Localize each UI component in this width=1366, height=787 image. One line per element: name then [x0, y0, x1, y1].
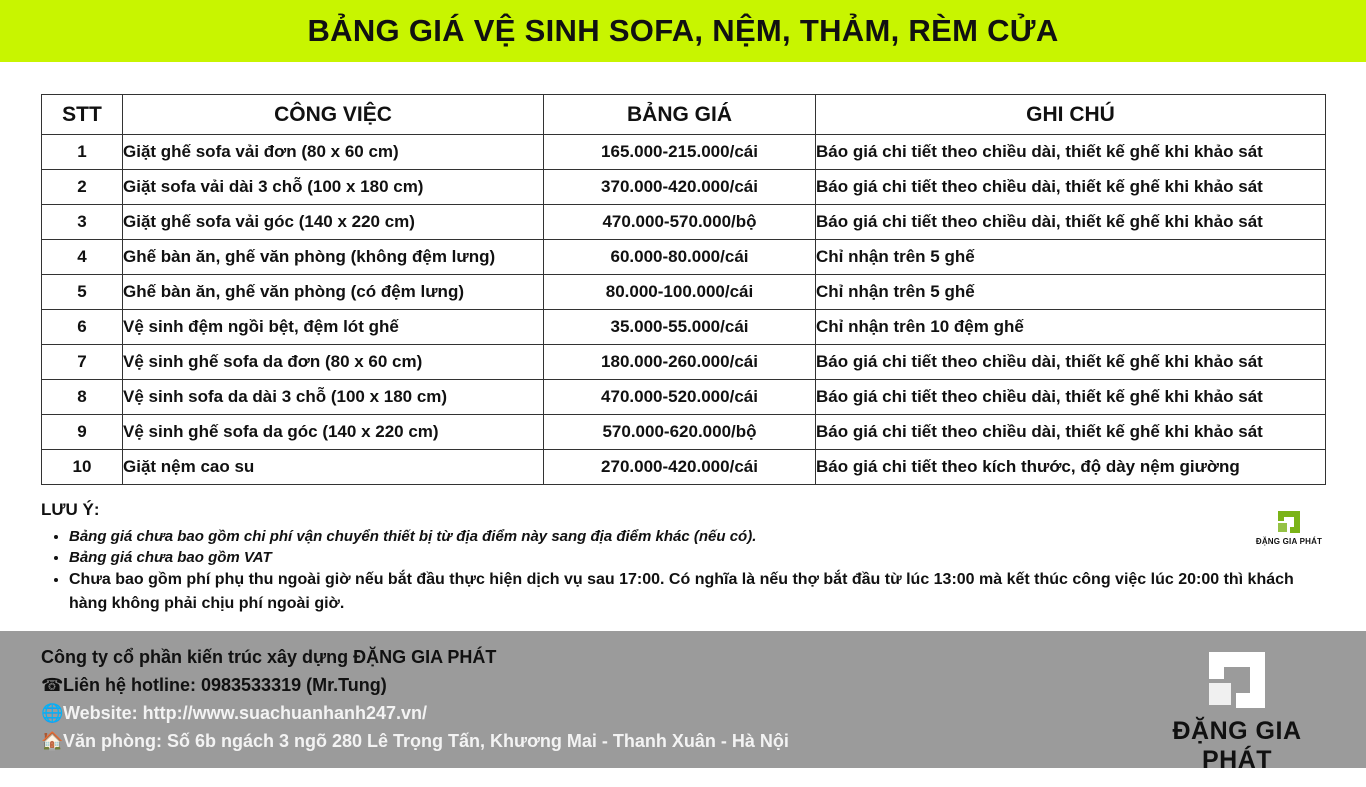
- brand-logo-icon: [1276, 509, 1302, 535]
- row-job: Giặt ghế sofa vải góc (140 x 220 cm): [123, 205, 544, 240]
- row-job: Vệ sinh sofa da dài 3 chỗ (100 x 180 cm): [123, 380, 544, 415]
- row-price: 180.000-260.000/cái: [544, 345, 816, 380]
- brand-logo-small: [1252, 509, 1326, 546]
- row-price: 370.000-420.000/cái: [544, 170, 816, 205]
- contact-info: [41, 643, 789, 755]
- globe-icon: 🌐: [41, 703, 64, 723]
- house-icon: 🏠: [41, 731, 64, 751]
- footer: [0, 631, 1366, 787]
- row-note: Báo giá chi tiết theo chiều dài, thiết kế ghế khi khảo sát: [816, 415, 1326, 450]
- row-number: 10: [42, 450, 123, 485]
- row-price: 80.000-100.000/cái: [544, 275, 816, 310]
- table-row: [42, 205, 1326, 240]
- row-note: Chỉ nhận trên 5 ghế: [816, 240, 1326, 275]
- table-row: [42, 240, 1326, 275]
- column-header-stt: STT: [42, 95, 123, 135]
- hotline-line: [41, 671, 789, 699]
- row-number: 7: [42, 345, 123, 380]
- brand-tagline: KIẾN TRÚC - XÂY DỰNG: [1149, 776, 1325, 787]
- table-row: [42, 135, 1326, 170]
- row-price: 35.000-55.000/cái: [544, 310, 816, 345]
- table-row: [42, 450, 1326, 485]
- brand-logo-large: [1140, 649, 1334, 787]
- table-row: [42, 380, 1326, 415]
- row-job: Vệ sinh đệm ngồi bệt, đệm lót ghế: [123, 310, 544, 345]
- table-row: [42, 415, 1326, 450]
- notes-title: LƯU Ý:: [41, 500, 100, 519]
- row-job: Giặt ghế sofa vải đơn (80 x 60 cm): [123, 135, 544, 170]
- column-header-job: CÔNG VIỆC: [123, 95, 544, 135]
- row-job: Vệ sinh ghế sofa da góc (140 x 220 cm): [123, 415, 544, 450]
- row-note: Chỉ nhận trên 10 đệm ghế: [816, 310, 1326, 345]
- row-note: Chỉ nhận trên 5 ghế: [816, 275, 1326, 310]
- title-banner: [0, 0, 1366, 62]
- table-row: [42, 345, 1326, 380]
- notes-section: [41, 500, 1331, 616]
- table-header-row: [42, 95, 1326, 135]
- row-price: 470.000-570.000/bộ: [544, 205, 816, 240]
- hotline-text: Liên hệ hotline: 0983533319 (Mr.Tung): [63, 675, 387, 695]
- row-note: Báo giá chi tiết theo chiều dài, thiết kế ghế khi khảo sát: [816, 345, 1326, 380]
- brand-mark-icon: [1206, 649, 1268, 711]
- row-note: Báo giá chi tiết theo kích thước, độ dày nệm giường: [816, 450, 1326, 485]
- company-name: Công ty cổ phần kiến trúc xây dựng ĐẶNG GIA PHÁT: [41, 647, 497, 667]
- note-item: • Bảng giá chưa bao gồm chi phí vận chuyển thiết bị từ địa điểm này sang địa điểm khác (nếu có).: [69, 526, 1331, 547]
- row-note: Báo giá chi tiết theo chiều dài, thiết kế ghế khi khảo sát: [816, 170, 1326, 205]
- row-number: 4: [42, 240, 123, 275]
- row-job: Ghế bàn ăn, ghế văn phòng (không đệm lưng): [123, 240, 544, 275]
- row-price: 570.000-620.000/bộ: [544, 415, 816, 450]
- row-number: 6: [42, 310, 123, 345]
- note-item: • Chưa bao gồm phí phụ thu ngoài giờ nếu bắt đầu thực hiện dịch vụ sau 17:00. Có nghĩa là nếu thợ bắt đầu từ lúc 13:00 mà kết thúc công việc lúc 20:00 thì khách hàng không phải chịu phí ngoài giờ.: [69, 568, 1331, 616]
- row-number: 8: [42, 380, 123, 415]
- notes-list: [41, 526, 1331, 616]
- column-header-price: BẢNG GIÁ: [544, 95, 816, 135]
- row-note: Báo giá chi tiết theo chiều dài, thiết kế ghế khi khảo sát: [816, 135, 1326, 170]
- row-number: 9: [42, 415, 123, 450]
- row-job: Vệ sinh ghế sofa da đơn (80 x 60 cm): [123, 345, 544, 380]
- row-number: 1: [42, 135, 123, 170]
- row-price: 470.000-520.000/cái: [544, 380, 816, 415]
- price-table: [41, 94, 1326, 485]
- row-price: 165.000-215.000/cái: [544, 135, 816, 170]
- column-header-note: GHI CHÚ: [816, 95, 1326, 135]
- row-number: 2: [42, 170, 123, 205]
- row-note: Báo giá chi tiết theo chiều dài, thiết kế ghế khi khảo sát: [816, 205, 1326, 240]
- row-note: Báo giá chi tiết theo chiều dài, thiết kế ghế khi khảo sát: [816, 380, 1326, 415]
- brand-name-small: ĐẶNG GIA PHÁT: [1255, 537, 1323, 546]
- table-row: [42, 170, 1326, 205]
- page-title: BẢNG GIÁ VỆ SINH SOFA, NỆM, THẢM, RÈM CỬA: [307, 13, 1059, 48]
- row-job: Giặt nệm cao su: [123, 450, 544, 485]
- office-line: [41, 727, 789, 755]
- row-price: 270.000-420.000/cái: [544, 450, 816, 485]
- note-item: • Bảng giá chưa bao gồm VAT: [69, 547, 1331, 568]
- phone-icon: ☎: [41, 675, 64, 695]
- table-row: [42, 310, 1326, 345]
- table-row: [42, 275, 1326, 310]
- office-address: Văn phòng: Số 6b ngách 3 ngõ 280 Lê Trọng Tấn, Khương Mai - Thanh Xuân - Hà Nội: [63, 731, 789, 751]
- row-number: 3: [42, 205, 123, 240]
- website-link[interactable]: Website: http://www.suachuanhanh247.vn/: [63, 703, 428, 723]
- row-job: Giặt sofa vải dài 3 chỗ (100 x 180 cm): [123, 170, 544, 205]
- brand-name-large: ĐẶNG GIA PHÁT: [1172, 717, 1302, 774]
- row-job: Ghế bàn ăn, ghế văn phòng (có đệm lưng): [123, 275, 544, 310]
- row-number: 5: [42, 275, 123, 310]
- row-price: 60.000-80.000/cái: [544, 240, 816, 275]
- website-line[interactable]: [41, 699, 789, 727]
